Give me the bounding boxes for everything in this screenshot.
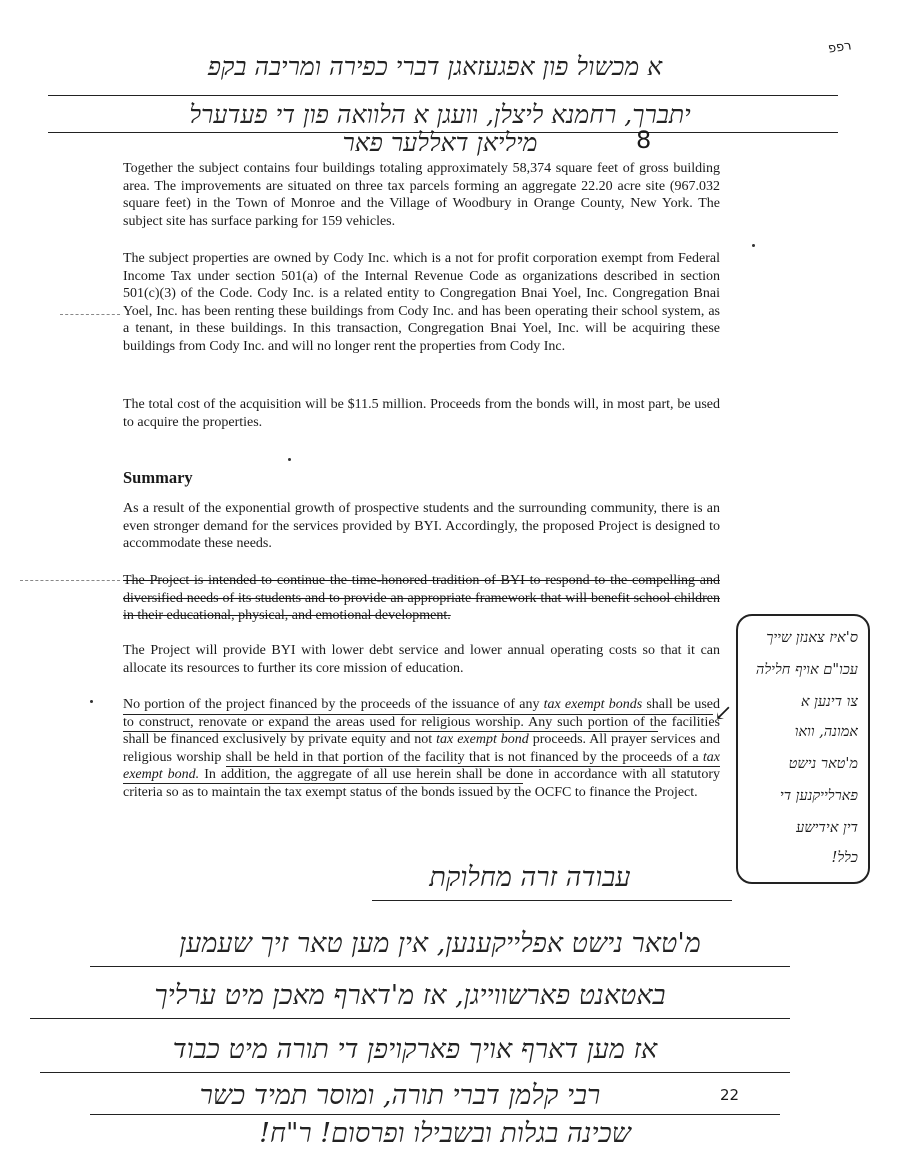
handwritten-top-line-3: מיליאן דאללער פאר [342,128,538,157]
margin-note-line: אמונה, וואו [794,724,858,740]
handwritten-number: 8 [636,126,652,154]
scan-margin-line [20,580,120,581]
tax-text: shall be used to construct, renovate or expand the areas used for religious worship. Any such portion of the facilities shall be financed exclusively by private equity and not [123,697,720,748]
margin-note-line: פארלייקנען די [779,788,858,804]
scan-speck [90,700,93,703]
tax-text-italic: tax exempt bonds [543,697,643,712]
handwritten-top-line-2: יתברך, רחמנא ליצלן, וועגן א הלוואה פון די פעדערל [189,100,691,129]
handwritten-rule [372,900,732,901]
scan-margin-line [60,314,120,315]
summary-heading: Summary [123,468,193,487]
tax-text-italic: tax exempt bond. [123,749,720,783]
handwritten-center-line: עבודה זרה מחלוקת [429,862,631,893]
margin-note-line: צו דינען א [800,694,858,710]
tax-text: No portion of the project financed by the proceeds of the issuance of any [123,697,544,712]
handwritten-bottom-line-1: מ'טאר נישט אפלייקענען, אין מען טאר זיך שעמען [179,928,701,959]
scan-speck [288,458,291,461]
summary-paragraph-tradition [123,572,720,625]
hand-underline [123,731,658,732]
margin-note-box [736,614,870,884]
hand-underline [226,766,720,767]
tax-text-italic: tax exempt bond [436,732,529,748]
handwritten-bottom-line-3: אז מען דארף אויך פארקויפן די תורה מיט כבוד [172,1034,658,1065]
paragraph-tax-exempt-bonds [123,696,720,802]
hand-underline [123,783,523,784]
margin-note-line: דין אידישע [796,820,858,836]
margin-note-line: כלל! [831,850,858,866]
handwritten-top-line-1: א מכשול פון אפגעזאגן דברי כפירה ומריבה בקפ [207,52,663,81]
tax-text: In addition, the aggregate of all use herein shall be done in accordance with all statutory criteria so as to maintain the tax exempt status of the bonds issued by the OCFC to finance the Project. [123,767,720,800]
summary-paragraph-growth: As a result of the exponential growth of prospective students and the surrounding community, there is an even stronger demand for the services provided by BYI. Accordingly, the proposed Project is designed to accommodate these needs. [123,501,720,552]
handwritten-rule [90,1114,780,1115]
summary-paragraph-debt-service: The Project will provide BYI with lower debt service and lower annual operating costs so that it can allocate its resources to further its core mission of education. [123,643,720,676]
paragraph-buildings: Together the subject contains four buildings totaling approximately 58,374 square feet of gross building area. The improvements are situated on three tax parcels forming an aggregate 22.20 acre site (967.032 square feet) in the Town of Monroe and the Village of Woodbury in Orange County, New York. The subject site has surface parking for 159 vehicles. [123,161,720,229]
handwritten-rule [40,1072,790,1073]
handwritten-bottom-line-4: רבי קלמן דברי תורה, ומוסר תמיד כשר [199,1080,601,1111]
paragraph-ownership: The subject properties are owned by Cody Inc. which is a not for profit corporation exempt from Federal Income Tax under section 501(a) of the Internal Revenue Code as organizations described in section 501(c)(3) of the Code. Cody Inc. is a related entity to Congregation Bnai Yoel, Inc. Congregation Bnai Yoel, Inc. has been renting these buildings from Cody Inc. and has been operating their school system, as a tenant, in these buildings. In this transaction, Congregation Bnai Yoel, Inc. will be acquiring these buildings from Cody Inc. and will no longer rent the properties from Cody Inc. [123,251,720,354]
margin-note-line: ס'איז צאנזן שייך [766,630,858,646]
handwritten-rule [90,966,790,967]
tax-text: proceeds. All prayer services and religious worship shall be held in that portion of the facility that is not financed by the proceeds of a [123,732,720,765]
handwritten-bottom-line-2: באטאנט פארשווייגן, אז מ'דארף מאכן מיט ערליך [154,980,666,1011]
hand-underline [123,714,713,715]
arrow-mark-icon: ↙ [714,700,733,725]
struck-text: The Project is intended to continue the time-honored tradition of BYI to respond to the compelling and diversified needs of its students and to provide an appropriate framework that will benefit school children in their educational, physical, and emotional development. [123,573,720,624]
handwritten-rule [30,1018,790,1019]
handwritten-rule [48,95,838,96]
page-corner-mark: רפפ [827,38,853,57]
margin-note-line: מ'טאר נישט [788,756,858,772]
margin-note-line: עכו"ם אויף חלילה [755,662,858,678]
paragraph-acquisition-cost: The total cost of the acquisition will be $11.5 million. Proceeds from the bonds will, in most part, be used to acquire the properties. [123,397,720,430]
scan-speck [752,244,755,247]
handwritten-bottom-line-5: שכינה בגלות ובשבילו ופרסום! ר"ח! [259,1118,631,1149]
page-number: 22 [720,1086,740,1104]
